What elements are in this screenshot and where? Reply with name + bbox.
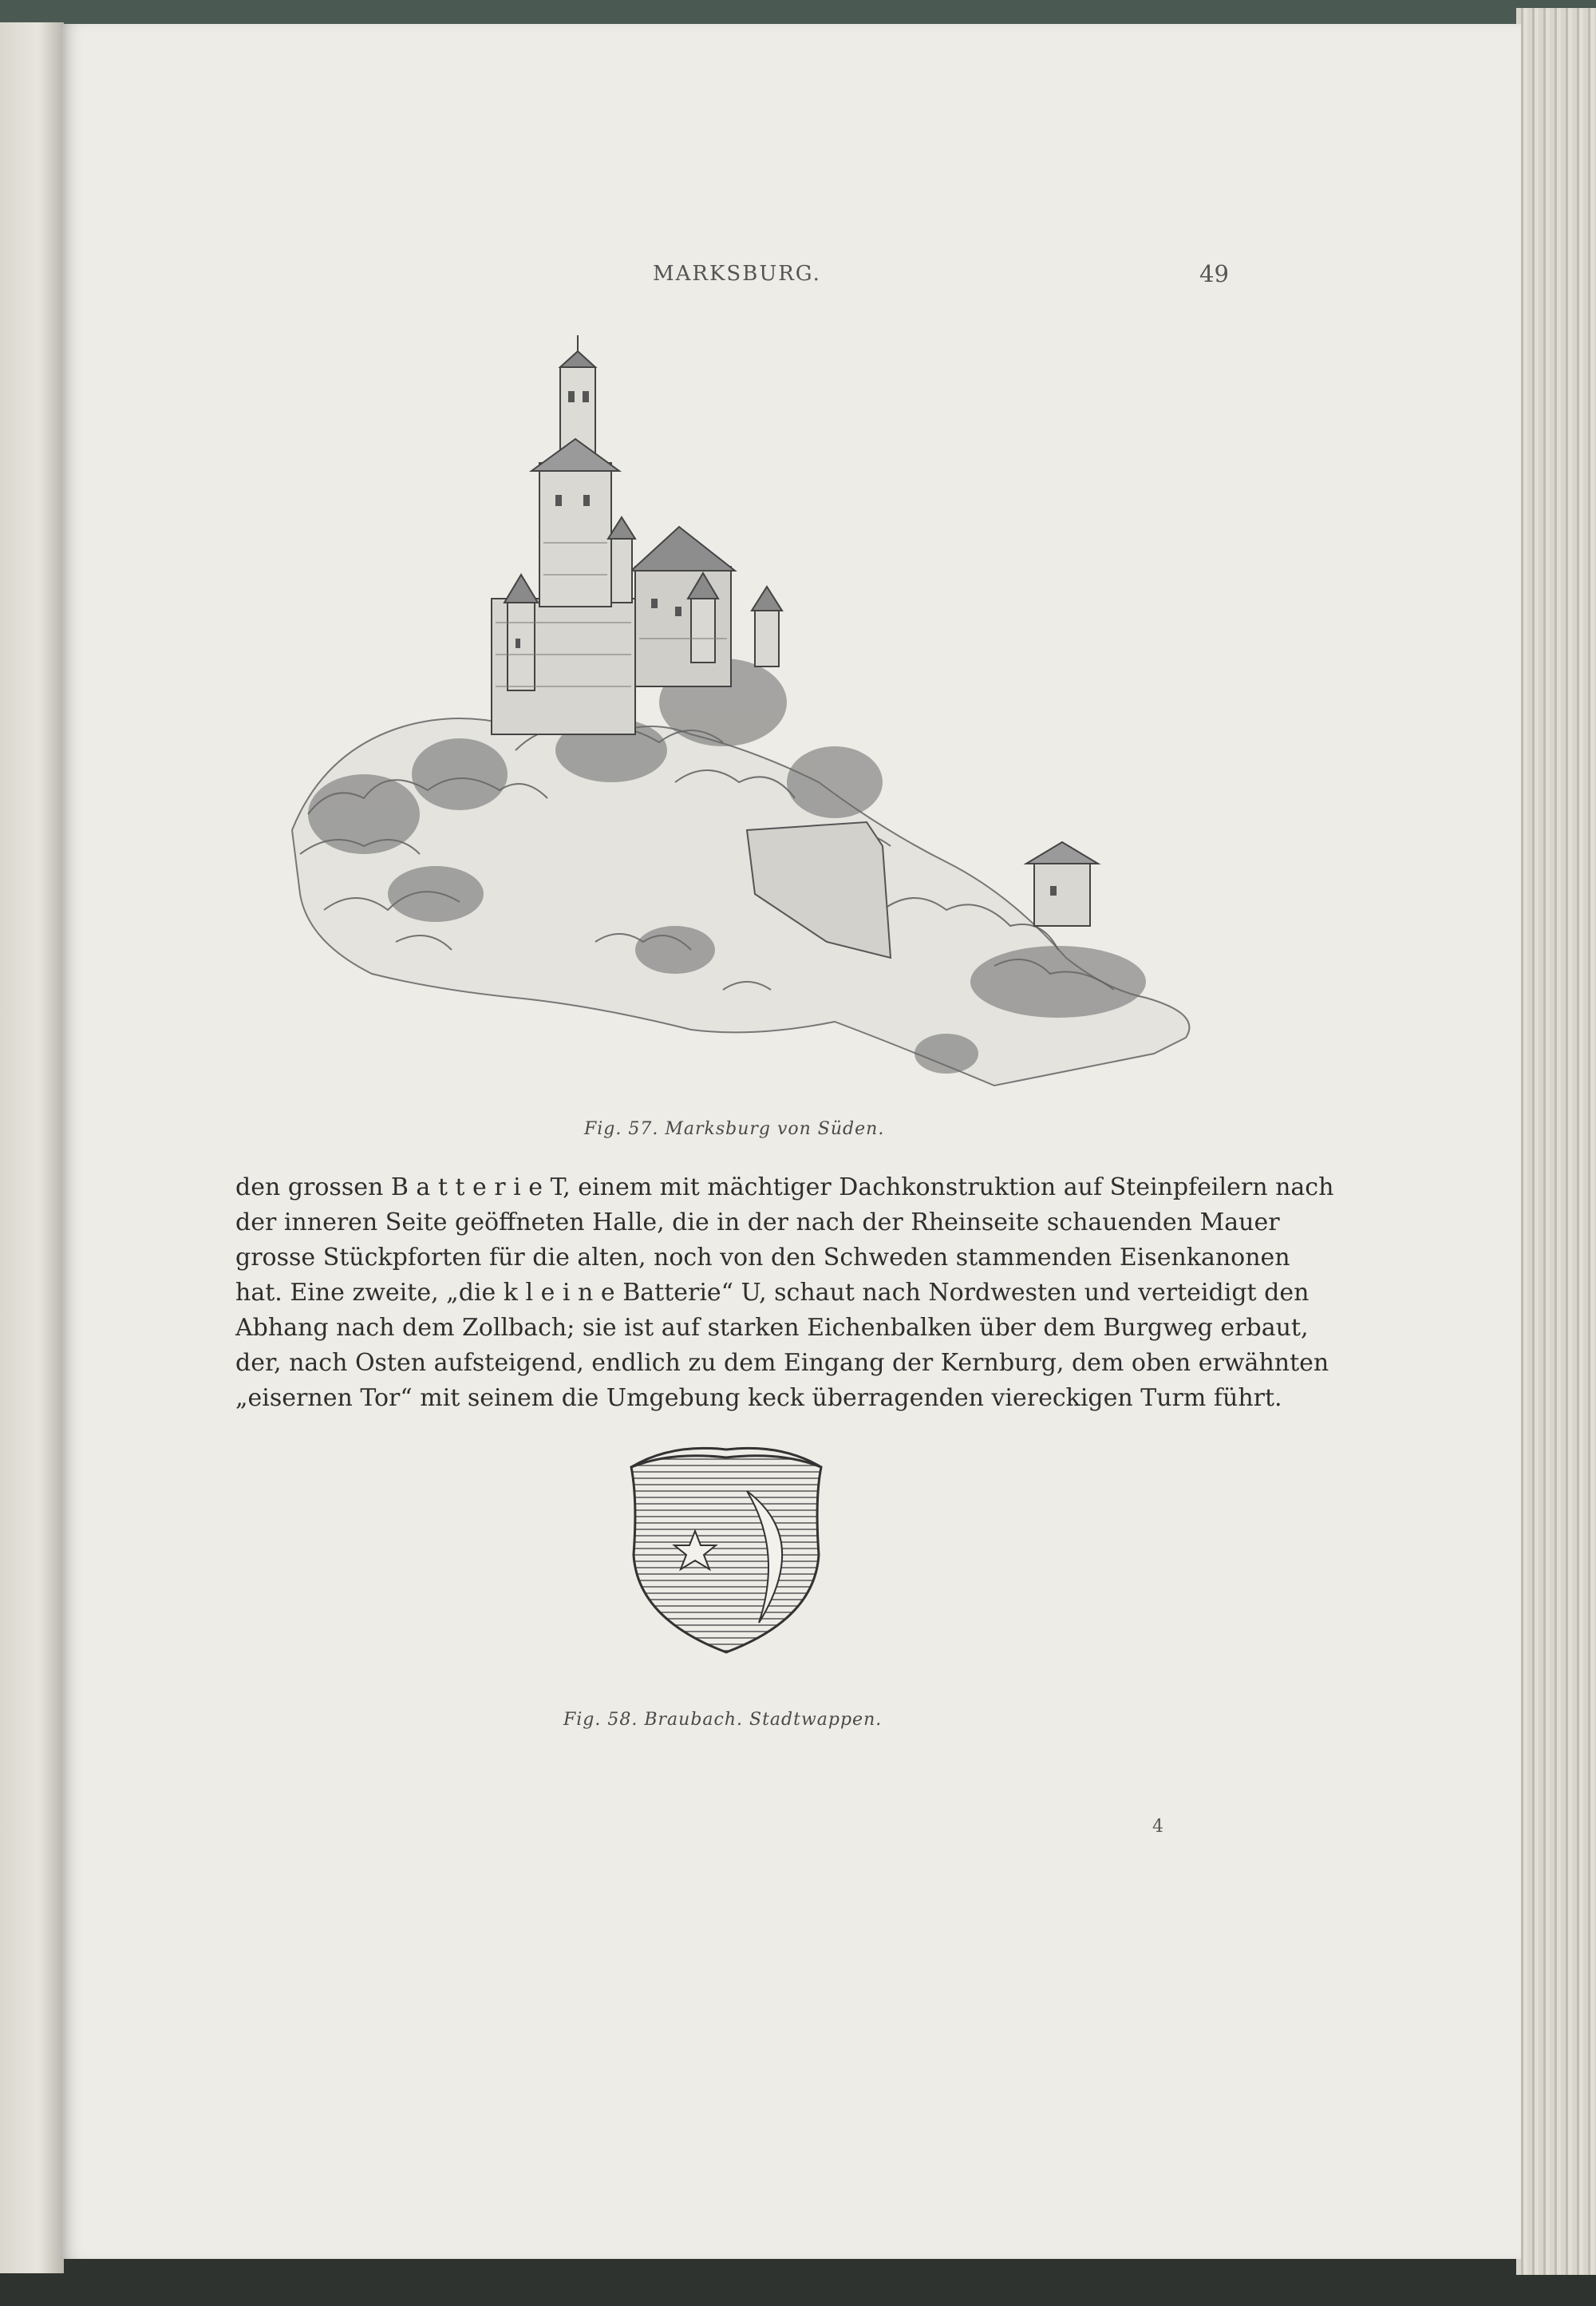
running-header: MARKSBURG. <box>653 262 821 286</box>
text-line: grosse Stückpforten für die alten, noch von den Schweden stammenden Eisenkanonen <box>235 1244 1290 1272</box>
figure-58-caption: Fig. 58. Braubach. Stadtwappen. <box>563 1710 883 1730</box>
signature-mark: 4 <box>1152 1817 1163 1837</box>
text-line: den grossen B a t t e r i e T, einem mit mächtiger Dachkonstruktion auf Steinpfeilern nach <box>235 1173 1334 1201</box>
right-page-edges <box>1516 8 1596 2275</box>
figure-57-caption: Fig. 57. Marksburg von Süden. <box>584 1119 885 1139</box>
coat-of-arms-icon <box>623 1443 829 1657</box>
page-number: 49 <box>1199 260 1229 287</box>
text-line: „eisernen Tor“ mit seinem die Umgebung keck überragenden viereckigen Turm führt. <box>235 1384 1282 1412</box>
text-line: der, nach Osten aufsteigend, endlich zu dem Eingang der Kernburg, dem oben erwähnten <box>235 1349 1329 1377</box>
castle-engraving-icon <box>276 335 1210 1102</box>
left-page-edge <box>0 22 64 2273</box>
text-line: hat. Eine zweite, „die k l e i n e Batterie“ U, schaut nach Nordwesten und verteidigt den <box>235 1279 1310 1307</box>
book-cover-edge <box>0 0 1596 24</box>
book-page <box>61 24 1521 2259</box>
text-line: der inneren Seite geöffneten Halle, die in der nach der Rheinseite schauenden Mauer <box>235 1208 1280 1236</box>
text-line: Abhang nach dem Zollbach; sie ist auf starken Eichenbalken über dem Burgweg erbaut, <box>235 1314 1309 1342</box>
body-paragraph <box>235 1170 1334 1416</box>
